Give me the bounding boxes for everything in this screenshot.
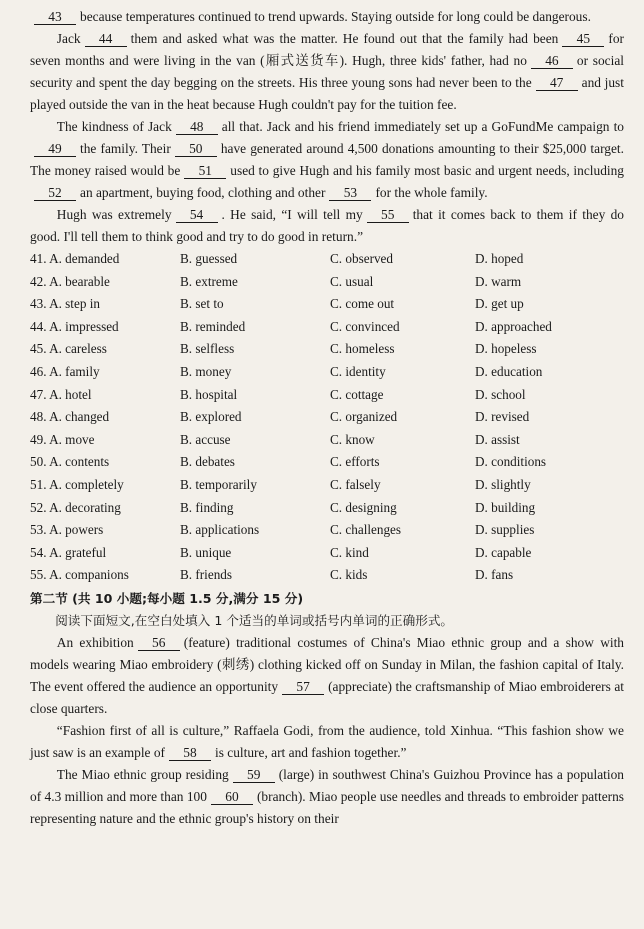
text-run: all that. Jack and his friend immediately set up a GoFundMe campaign to [221,119,624,134]
text-run: (feature) traditional costumes of China's Miao ethnic group and a show with models wearing Miao embroidery (刺绣) clothing kicked off on Sunday in Milan, the fashion capital of Italy. The event offered the audience an opportunity [30,634,624,694]
option-a [30,406,180,429]
option-a [30,384,180,407]
option-b: B. friends [180,567,233,583]
option-a-text: A. step in [49,296,100,312]
text-run: The Miao ethnic group residing [56,766,229,782]
section-2-instructions: 阅读下面短文,在空白处填入 1 个适当的单词或括号内单词的正确形式。 [55,612,454,628]
question-number: 52. [30,499,47,515]
text-run: have generated around 4,500 donations amounting to their $25,000 target. The money raised would be [30,141,624,178]
text-run: The kindness of Jack [56,119,172,134]
blank-53: 53 [329,185,371,201]
passage2-paragraph-3 [30,764,624,830]
option-a-text: A. bearable [49,273,110,289]
text-run: is culture, art and fashion together.” [215,744,407,760]
option-c: C. usual [330,273,374,289]
option-a [30,316,180,339]
blank-52: 52 [34,185,76,201]
passage1-paragraph-0 [30,6,624,28]
blank-44: 44 [85,31,127,47]
question-number: 45. [30,341,47,357]
option-d: D. hopeless [475,341,537,357]
option-d: D. warm [475,273,522,289]
blank-59: 59 [233,767,275,783]
option-row [30,519,624,542]
passage2-paragraph-2 [30,720,624,764]
option-a-text: A. changed [49,409,110,425]
option-row [30,474,624,497]
option-c: C. kind [330,544,369,560]
option-b: B. extreme [180,273,238,289]
blank-48: 48 [176,119,218,135]
option-b: B. guessed [180,251,238,266]
option-c: C. falsely [330,476,381,492]
option-c: C. come out [330,296,395,312]
question-number: 44. [30,318,47,334]
option-b: B. applications [180,522,260,538]
option-row [30,384,624,407]
option-d: D. get up [475,296,524,312]
text-run: for seven months and were living in the van (厢式送货车). Hugh, three kids' father, had no [30,31,624,68]
option-c: C. kids [330,567,368,583]
option-row [30,451,624,474]
option-a-text: A. hotel [49,386,92,402]
section-2-heading: 第二节 (共 10 小题;每小题 1.5 分,满分 15 分) [30,590,304,606]
text-run: (large) in southwest China's Guizhou Province has a population of 4.3 million and more than 100 [30,766,624,804]
passage2-paragraph-1 [30,632,624,720]
option-d: D. approached [475,318,552,334]
option-a [30,293,180,316]
option-a-text: A. impressed [49,318,119,334]
text-run: the family. Their [80,141,171,156]
blank-56: 56 [138,635,180,651]
text-run: . He said, “I will tell my [221,207,363,222]
blank-55: 55 [367,207,409,223]
option-a [30,271,180,294]
option-c: C. know [330,431,375,447]
question-number: 54. [30,544,47,560]
passage1-paragraph-1 [30,28,624,116]
option-row [30,293,624,316]
option-row [30,542,624,565]
text-run: them and asked what was the matter. He found out that the family had been [130,31,559,46]
text-run: or social security and spent the day begging on the streets. His three young sons had never been to the [30,53,624,90]
option-d: D. hoped [475,251,524,266]
option-c: C. challenges [330,522,402,538]
blank-60: 60 [211,789,253,805]
option-b: B. money [180,363,232,379]
text-run: that it comes back to them if they do good. I'll tell them to think good and try to do good in return.” [30,207,624,244]
question-number: 43. [30,296,47,312]
option-row [30,564,624,587]
option-a [30,451,180,474]
option-a [30,519,180,542]
question-number: 51. [30,476,47,492]
option-b: B. debates [180,454,235,470]
option-a-text: A. completely [49,476,124,492]
text-run: an apartment, buying food, clothing and other [80,185,326,200]
text-run: Jack [56,31,81,46]
option-a-text: A. powers [49,522,104,538]
option-d: D. school [475,386,526,402]
question-number: 42. [30,273,47,289]
text-run: “Fashion first of all is culture,” Raffaela Godi, from the audience, told Xinhua. “This fashion show we just saw is an example of [30,722,624,760]
option-b: B. hospital [180,386,238,402]
option-a-text: A. grateful [49,544,107,560]
option-b: B. selfless [180,341,235,357]
question-number: 47. [30,386,47,402]
option-row [30,361,624,384]
text-run: (appreciate) the craftsmanship of Miao embroiderers at close quarters. [30,678,624,716]
option-c: C. designing [330,499,397,515]
option-a-text: A. decorating [49,499,121,515]
option-c: C. organized [330,409,398,425]
blank-45: 45 [562,31,604,47]
option-row [30,271,624,294]
option-a [30,542,180,565]
option-b: B. accuse [180,431,231,447]
blank-46: 46 [531,53,573,69]
blank-58: 58 [169,745,211,761]
option-d: D. revised [475,409,530,425]
question-number: 48. [30,409,47,425]
text-run: An exhibition [56,634,134,650]
text-run: (branch). Miao people use needles and threads to embroider patterns representing nature and the ethnic group's history on their [30,788,625,826]
question-number: 55. [30,567,47,583]
question-number: 50. [30,454,47,470]
option-d: D. slightly [475,476,531,492]
option-c: C. homeless [330,341,395,357]
option-row [30,316,624,339]
option-a [30,429,180,452]
blank-51: 51 [184,163,226,179]
option-a-text: A. contents [49,454,110,470]
option-row [30,338,624,361]
passage1-paragraph-3 [30,204,624,248]
option-d: D. fans [475,567,514,583]
option-a [30,497,180,520]
option-c: C. cottage [330,386,384,402]
options-list [30,248,624,587]
option-b: B. reminded [180,318,246,334]
question-number: 49. [30,431,47,447]
text-run: used to give Hugh and his family most basic and urgent needs, including [230,163,624,178]
blank-57: 57 [282,679,324,695]
option-d: D. conditions [475,454,547,470]
question-number: 53. [30,522,47,538]
passage1-paragraph-2 [30,116,624,204]
blank-54: 54 [176,207,218,223]
text-run: and just played outside the van in the heat because Hugh couldn't pay for the tuition fee. [30,75,624,112]
option-a-text: A. move [49,431,95,447]
option-c: C. efforts [330,454,380,470]
text-run: Hugh was extremely [56,207,172,222]
blank-50: 50 [175,141,217,157]
option-d: D. capable [475,544,532,560]
option-b: B. explored [180,409,242,425]
blank-43: 43 [34,9,76,25]
option-a [30,248,180,271]
option-d: D. building [475,499,536,515]
option-a-text: A. careless [49,341,107,357]
blank-47: 47 [536,75,578,91]
option-d: D. education [475,363,543,379]
option-row [30,429,624,452]
option-a-text: A. family [49,363,100,379]
option-a [30,361,180,384]
text-run: for the whole family. [375,185,488,200]
option-c: C. identity [330,363,386,379]
option-b: B. finding [180,499,234,515]
question-number: 41. [30,251,47,266]
passage1-p0-text: because temperatures continued to trend upwards. Staying outside for long could be dangerous. [80,9,591,24]
option-d: D. assist [475,431,520,447]
option-a [30,474,180,497]
option-row [30,497,624,520]
option-b: B. set to [180,296,224,312]
option-d: D. supplies [475,522,535,538]
option-c: C. convinced [330,318,400,334]
option-a-text: A. demanded [49,251,120,266]
option-a-text: A. companions [49,567,129,583]
option-a [30,564,180,587]
blank-49: 49 [34,141,76,157]
option-c: C. observed [330,251,393,266]
option-b: B. unique [180,544,232,560]
option-row [30,406,624,429]
question-number: 46. [30,363,47,379]
option-a [30,338,180,361]
option-row [30,248,624,271]
option-b: B. temporarily [180,476,257,492]
